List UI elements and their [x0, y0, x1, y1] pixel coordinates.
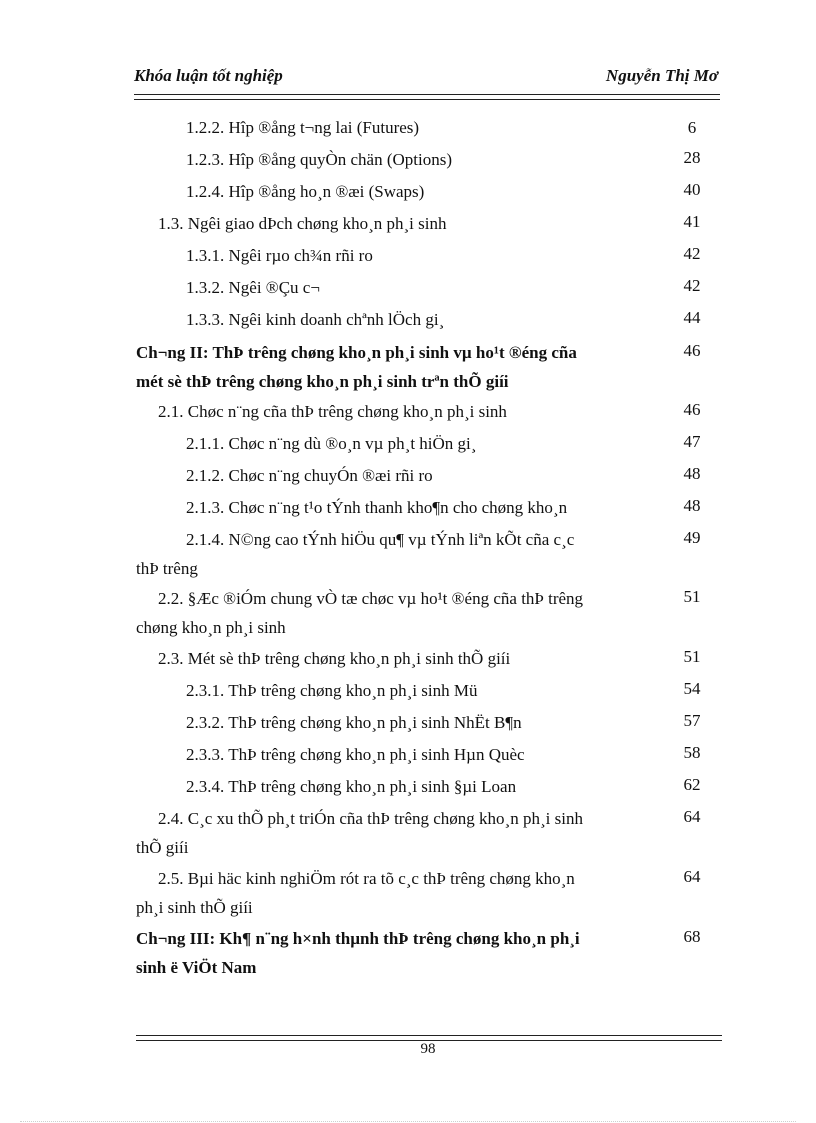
toc-page-number: 49	[683, 528, 701, 547]
toc-entry-text: 1.3.2. Ngêi ®Çu c¬	[186, 278, 320, 297]
toc-entry-text: 1.3.1. Ngêi rµo ch¾n rñi ro	[186, 246, 373, 265]
toc-page-number: 58	[683, 743, 701, 762]
toc-entry-2-3-4	[186, 772, 516, 801]
toc-page-number: 40	[683, 180, 701, 199]
toc-entry-2-4	[136, 804, 583, 862]
toc-entry-1-3-2	[186, 273, 320, 302]
toc-entry-text: Ch¬ng III: Kh¶ n¨ng h×nh thµnh thÞ trêng chøng kho¸n ph¸i	[136, 929, 580, 948]
page-header	[134, 62, 720, 92]
toc-page-number: 48	[683, 496, 701, 515]
toc-page-number: 44	[683, 308, 701, 327]
toc-entry-text: 2.2. §Æc ®iÓm chung vÒ tæ chøc vµ ho¹t ®éng cña thÞ trêng	[158, 589, 584, 608]
toc-page-number: 47	[683, 432, 701, 451]
toc-entry-text: 2.1.4. N©ng cao tÝnh hiÖu qu¶ vµ tÝnh liªn kÕt cña c¸c	[186, 530, 575, 549]
toc-chapter-3	[136, 924, 580, 982]
toc-entry-text: 2.3.1. ThÞ trêng chøng kho¸n ph¸i sinh Mü	[186, 681, 478, 700]
header-author-name: Nguyễn Thị Mơ	[605, 66, 718, 85]
toc-entry-text: 2.4. C¸c xu thÕ ph¸t triÓn cña thÞ trêng chøng kho¸n ph¸i sinh	[158, 809, 583, 828]
toc-entry-text: 1.3.3. Ngêi kinh doanh chªnh lÖch gi¸	[186, 310, 445, 329]
toc-entry-1-2-4	[186, 177, 424, 206]
toc-page-number: 64	[683, 807, 701, 826]
toc-entry-2-1-1	[186, 429, 476, 458]
toc-entry-text: 2.1. Chøc n¨ng cña thÞ trêng chøng kho¸n ph¸i sinh	[158, 402, 507, 421]
toc-page-number: 41	[683, 212, 701, 231]
header-thesis-label: Khóa luận tốt nghiệp	[134, 66, 283, 85]
toc-entry-2-3-3	[186, 740, 525, 769]
page-number: 98	[420, 1041, 436, 1057]
toc-entry-text-continued: thÕ giíi	[136, 838, 189, 857]
toc-page-number: 62	[683, 775, 701, 794]
toc-entry-2-1-3	[186, 493, 567, 522]
toc-entry-2-3	[158, 644, 510, 673]
toc-entry-2-5	[136, 864, 575, 922]
toc-entry-text: 2.3.3. ThÞ trêng chøng kho¸n ph¸i sinh Hµn Quèc	[186, 745, 525, 764]
toc-page-number: 64	[683, 867, 701, 886]
toc-page-number: 28	[683, 148, 701, 167]
toc-entry-text-continued: thÞ trêng	[136, 559, 198, 578]
toc-page-number: 42	[683, 244, 701, 263]
toc-entry-text: 2.3. Mét sè thÞ trêng chøng kho¸n ph¸i sinh thÕ giíi	[158, 649, 511, 668]
toc-entry-text: 2.1.1. Chøc n¨ng dù ®o¸n vµ ph¸t hiÖn gi¸	[186, 434, 477, 453]
toc-entry-text: 2.3.2. ThÞ trêng chøng kho¸n ph¸i sinh NhËt B¶n	[186, 713, 522, 732]
toc-entry-1-3	[158, 209, 447, 238]
toc-entry-text: 1.3. Ngêi giao dÞch chøng kho¸n ph¸i sinh	[158, 214, 447, 233]
toc-page-number: 54	[683, 679, 701, 698]
toc-entry-1-3-3	[186, 305, 444, 334]
toc-page-number: 42	[683, 276, 701, 295]
toc-entry-2-2	[136, 584, 583, 642]
toc-page-number: 46	[683, 400, 701, 419]
toc-entry-text: Ch¬ng II: ThÞ trêng chøng kho¸n ph¸i sinh vµ ho¹t ®éng cña	[136, 343, 577, 362]
toc-page-number: 57	[683, 711, 701, 730]
toc-entry-2-3-2	[186, 708, 522, 737]
toc-entry-1-2-2	[186, 113, 419, 142]
toc-entry-text: 2.1.2. Chøc n¨ng chuyÓn ®æi rñi ro	[186, 466, 433, 485]
toc-entry-2-1-2	[186, 461, 433, 490]
toc-chapter-2	[136, 338, 577, 396]
toc-entry-text: 2.5. Bµi häc kinh nghiÖm rót ra tõ c¸c thÞ trêng chøng kho¸n	[158, 869, 575, 888]
toc-page-number: 51	[683, 647, 701, 666]
toc-entry-text-continued: ph¸i sinh thÕ giíi	[136, 898, 253, 917]
toc-entry-text-continued: sinh ë ViÖt Nam	[136, 958, 257, 977]
toc-entry-1-3-1	[186, 241, 373, 270]
toc-page-number: 6	[687, 118, 697, 137]
toc-page-number: 68	[683, 927, 701, 946]
toc-page-number: 51	[683, 587, 701, 606]
toc-entry-text-continued: chøng kho¸n ph¸i sinh	[136, 618, 286, 637]
toc-page-number: 48	[683, 464, 701, 483]
toc-entry-text: 1.2.2. Hîp ®ång t¬ng lai (Futures)	[186, 118, 420, 137]
toc-entry-text: 1.2.3. Hîp ®ång quyÒn chän (Options)	[186, 150, 452, 169]
toc-entry-text: 2.1.3. Chøc n¨ng t¹o tÝnh thanh kho¶n cho chøng kho¸n	[186, 498, 568, 517]
toc-entry-text: 2.3.4. ThÞ trêng chøng kho¸n ph¸i sinh §µi Loan	[186, 777, 517, 796]
toc-page-number: 46	[683, 341, 701, 360]
toc-entry-1-2-3	[186, 145, 452, 174]
toc-entry-text: 1.2.4. Hîp ®ång ho¸n ®æi (Swaps)	[186, 182, 425, 201]
toc-entry-2-1	[158, 397, 507, 426]
toc-entry-text-continued: mét sè thÞ trêng chøng kho¸n ph¸i sinh trªn thÕ giíi	[136, 372, 509, 391]
header-divider	[134, 94, 720, 100]
toc-entry-2-1-4	[136, 525, 574, 583]
toc-entry-2-3-1	[186, 676, 478, 705]
